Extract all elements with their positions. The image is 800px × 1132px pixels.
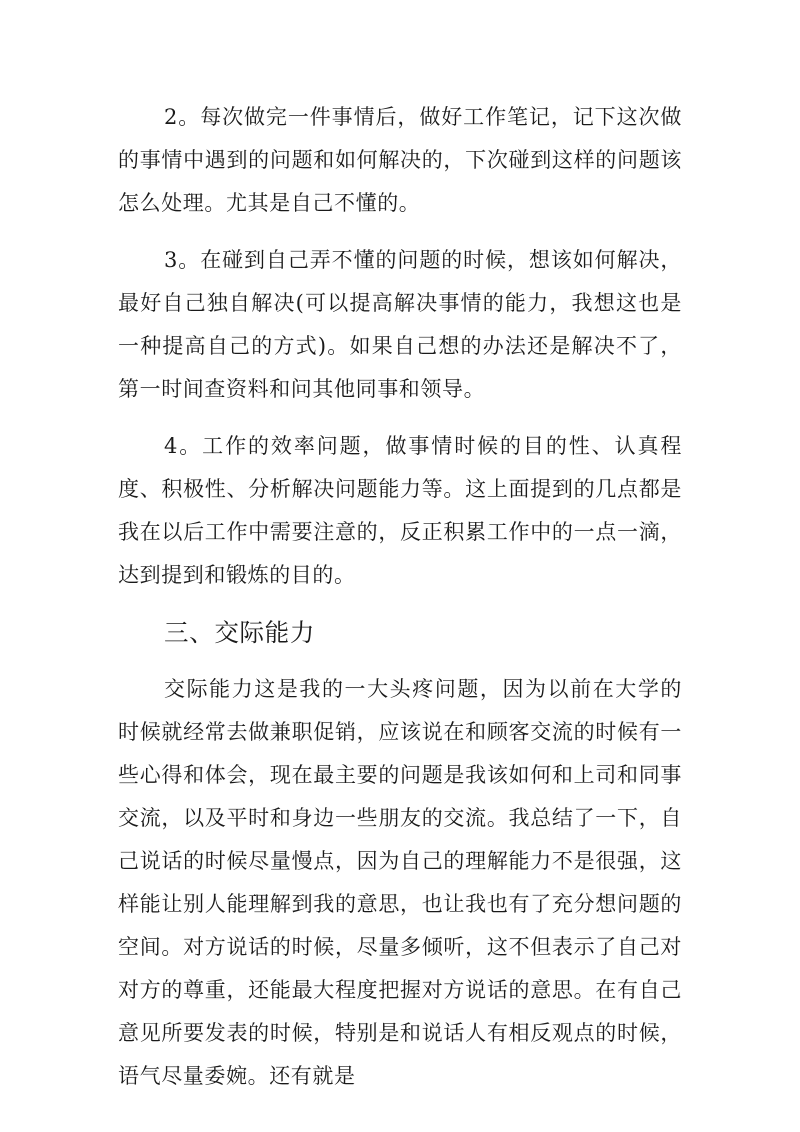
section-heading-social-skills: 三、交际能力 bbox=[164, 618, 315, 647]
list-item-4: 4。工作的效率问题，做事情时候的目的性、认真程度、积极性、分析解决问题能力等。这上面提到的几点都是我在以后工作中需要注意的，反正积累工作中的一点一滴，达到提到和锻炼的目的。 bbox=[118, 434, 682, 587]
list-item-2: 2。每次做完一件事情后，做好工作笔记，记下这次做的事情中遇到的问题和如何解决的，下次碰到这样的问题该怎么处理。尤其是自己不懂的。 bbox=[118, 105, 682, 215]
list-item-3: 3。在碰到自己弄不懂的问题的时候，想该如何解决，最好自己独自解决(可以提高解决事情的能力，我想这也是一种提高自己的方式)。如果自己想的办法还是解决不了，第一时间查资料和问其他同事和领导。 bbox=[118, 248, 682, 401]
body-paragraph-social-skills: 交际能力这是我的一大头疼问题，因为以前在大学的时候就经常去做兼职促销，应该说在和顾客交流的时候有一些心得和体会，现在最主要的问题是我该如何和上司和同事交流，以及平时和身边一些朋友的交流。我总结了一下，自己说话的时候尽量慢点，因为自己的理解能力不是很强，这样能让别人能理解到我的意思，也让我也有了充分想问题的空间。对方说话的时候，尽量多倾听，这不但表示了自己对对方的尊重，还能最大程度把握对方说话的意思。在有自己意见所要发表的时候，特别是和说话人有相反观点的时候，语气尽量委婉。还有就是 bbox=[118, 677, 682, 1088]
document-body bbox=[118, 96, 682, 1112]
